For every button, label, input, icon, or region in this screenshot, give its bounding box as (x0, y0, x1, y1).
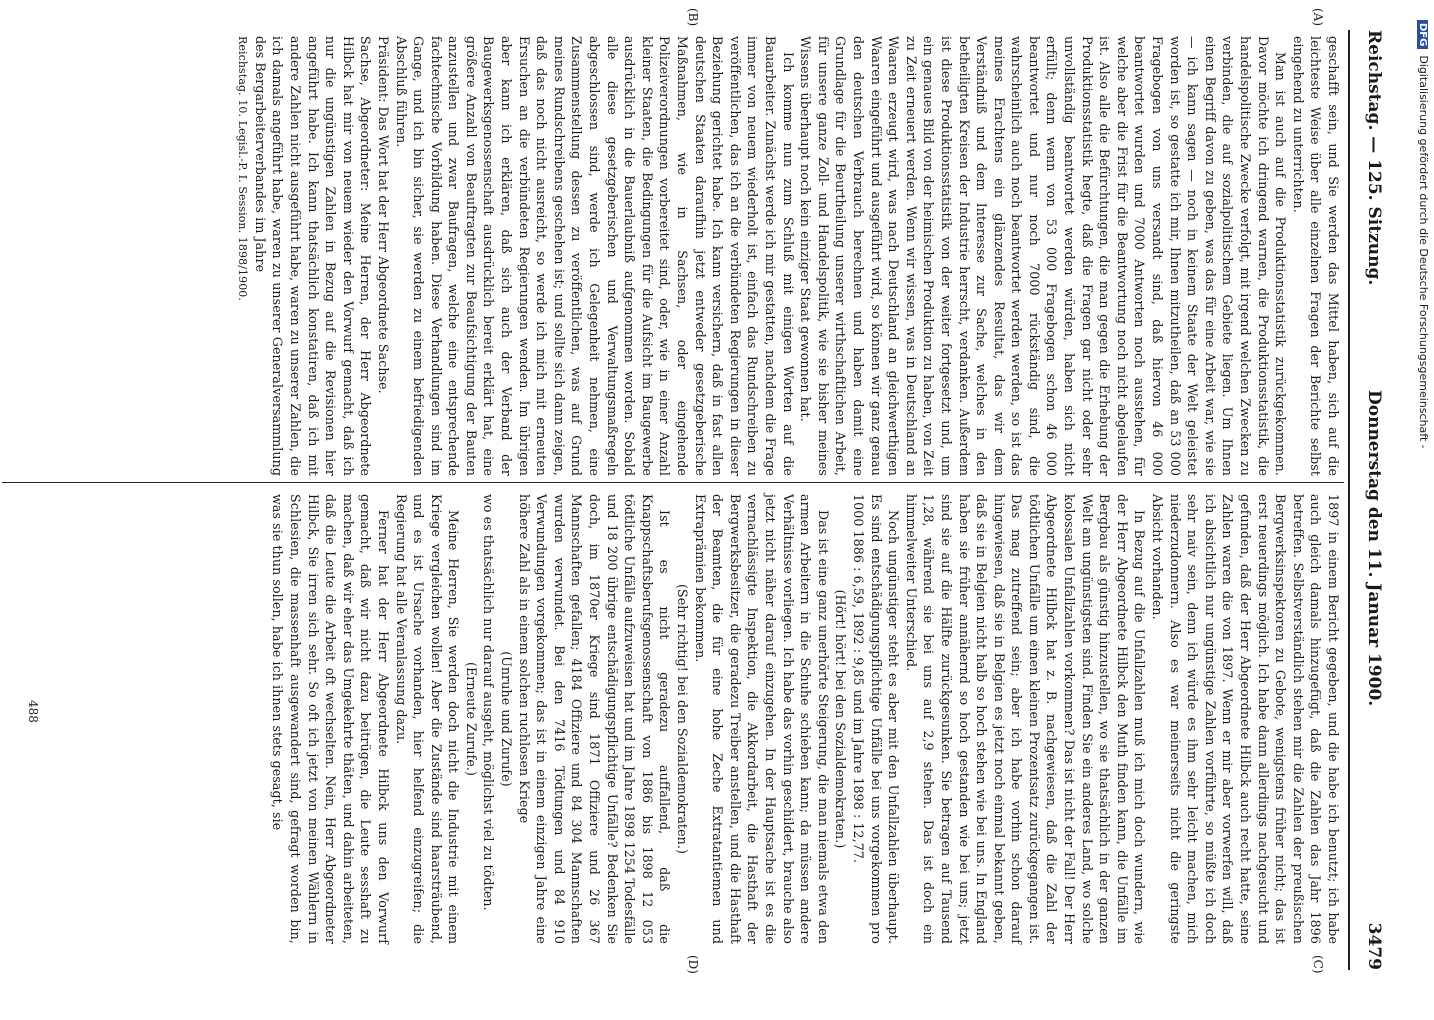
paragraph: Präsident: Das Wort hat der Herr Abgeordnete Sachse. (375, 36, 391, 394)
margin-letter-a: (A) (1311, 8, 1325, 27)
paragraph: wo es thatsächlich nur darauf ausgeht, möglichst viel zu tödten. (481, 494, 497, 911)
header-left: Reichstag. — 125. Sitzung. (1364, 30, 1384, 286)
paragraph: (Erneute Zurufe.) (463, 661, 479, 777)
margin-letter-d: (D) (686, 955, 700, 974)
margin-letter-c: (C) (1311, 955, 1325, 974)
paragraph: Ich komme nun zum Schluß mit einigen Worten auf die Bauarbeiter. Zunächst werde ich mir gestatten, nachdem die Frage immer von neuem wiederholt ist, einfach das Rundschreiben zu veröffentlichen, das ich an die verbündeten Regierungen in dieser Beziehung gerichtet habe. Ich kann versichern, daß in fast allen deutschen Staaten daraufhin jetzt entweder gesetzgeberische Maßnahmen, wie in Sachsen, oder eingehende Polizeiverordnungen vorbereitet sind, oder, wie in einer Anzahl kleiner Staaten, die Bedingungen für die Aufsicht im Baugewerbe ausdrücklich in die Bauerlaubniß aufgenommen worden. Sobald alle diese gesetzgeberischen und Verwaltungsmaßregeln abgeschlossen sind, werde ich Gelegenheit nehmen, eine Zusammenstellung dessen zu veröffentlichen, was auf Grund meines Rundschreibens geschehen ist; und sollte sich dann zeigen, daß das noch nicht ausreicht, so werde ich mich mit erneuten Ersuchen an die verbündeten Regierungen wenden. Im übrigen aber kann ich erklären, daß sich auch der Verband der Baugewerksgenossenschaft ausdrücklich bereit erklärt hat, eine größere Anzahl von Beauftragten zur Beaufsichtigung der Bauten anzustellen und zwar Baufragen, welche eine entsprechende fachtechnische Vorbildung haben. Diese Verhandlungen sind im Gange, und ich bin sicher, sie werden zu einem befriedigenden Abschluß führen. (393, 36, 796, 476)
paragraph: Sachse, Abgeordneter: Meine Herren, der Herr Abgeordnete Hilbck hat mir von neuem wieder den Vorwurf gemacht, daß ich nur die ungünstigen Zahlen in Bezug auf die Revisionen hier angeführt habe. Ich kann thatsächlich konstatiren, daß ich mit andere Zahlen nicht ausgeführt habe, waren zu unserer Zahlen, die ich damals angeführt habe, waren zu unserer Generalversammlung des Bergarbeiterverbandes im Jahre (252, 36, 374, 476)
paragraph: Ferner hat der Herr Abgeordnete Hilbck uns den Vorwurf gemacht, daß wir nicht dazu beitrügen, die Leute sesshaft zu machen, daß wir eher das Umgekehrte thäten, und dahin arbeiteten, daß die Leute die Arbeit oft wechselten. Nein, Herr Abgeordneter Hilbck, Sie irren sich sehr. So oft ich jetzt von meinen Wählern in Schlesien, die massenhaft ausgewandert sind, gefragt worden bin, was sie thun sollen, habe ich ihnen stets gesagt, sie (270, 494, 391, 944)
dfg-text: Digitalisierung gefördert durch die Deutsche Forschungsgemeinschaft - (1417, 55, 1430, 449)
paragraph: In Bezug auf die Unfallzahlen muß ich mich doch wundern, wie der Herr Abgeordnete Hilbck den Muth finden kann, die Unfälle im Bergbau als günstig hinzustellen, wo sie thatsächlich in der ganzen Welt am ungünstigsten sind. Finden Sie ein anderes Land, wo solche kolossalen Unfallzahlen vorkommen? Das ist nicht der Fall! Der Herr Abgeordnete Hilbck hat z. B. nachgewiesen, daß die Zahl der tödtlichen Unfälle um einen kleinen Prozentsatz zurückgegangen ist. Das mag zutreffend sein; aber ich habe vorhin schon darauf hingewiesen, daß sie in Belgien es jetzt noch einmal bekannt geben, daß sie in Belgien nicht halb so hoch stehen wie bei uns. In England haben sie früher annähernd so hoch gestanden wie bei uns; jetzt sind sie auf die Hälfte zurückgesunken. Sie betragen auf Tausend 1,28, während sie bei uns auf 2,9 stehen. Das ist doch ein himmelweiter Unterschied. (903, 494, 1148, 944)
paragraph: Man ist auch auf die Produktionsstatistik zurückgekommen. Davor möchte ich dringend warnen, die Produktionsstatistik, die handelspolitische Zwecke verfolgt, mit irgend welchen Zwecken zu verbinden, die auf sozialpolitischem Gebiete liegen. Um Ihnen einen Begriff davon zu geben, was das für eine Arbeit war, wie sie — ich kann sagen — noch in keinem Staate der Welt geleistet worden ist, so gestatte ich mir, Ihnen mitzutheilen, daß an 53 000 Fragebogen von uns versandt sind, daß hiervon 46 000 beantwortet wurden und 7000 Antworten noch ausstehen, für welche aber die Frist für die Beantwortung noch nicht abgelaufen ist. Also alle die Befürchtungen, die man gegen die Erhebung der Produktionsstatistik hegte, daß die Fragen gar nicht oder sehr unvollständig beantwortet werden würden, haben sich nicht erfüllt; denn wenn von 53 000 Fragebogen schon 46 000 beantwortet und nur noch 7000 rückständig sind, die wahrscheinlich auch noch beantwortet werden werden, so ist das meines Erachtens ein glänzendes Resultat, das wir dem Verständniß und dem Interesse zur Sache, welches in den betheiligten Kreisen der Industrie herrscht, verdanken. Außerdem ist diese Produktionsstatistik von der weiter fortgesetzt und, um ein genaues Bild von der heimischen Produktion zu haben, von Zeit zu Zeit erneuert werden. Wenn wir wissen, was in Deutschland an Waaren erzeugt wird, was nach Deutschland an gleichwerthigen Waaren eingeführt und ausgeführt wird, so können wir ganz genau den deutschen Verbrauch berechnen und haben damit eine Grundlage für die Beurtheilung unserer wirthschaftlichen Arbeit, für unsere ganze Zoll- und Handelspolitik, wie sie bisher meines Wissens überhaupt noch kein einziger Staat gewonnen hat. (798, 36, 1289, 476)
paragraph: Meine Herren, Sie werden doch nicht die Industrie mit einem Kriege vergleichen wollen! Aber die Zustände sind haarsträubend, und es ist Ursache vorhanden, hier helfend einzugreifen; die Regierung hat alle Veranlassung dazu. (393, 494, 462, 944)
page-header (1350, 30, 1392, 970)
paragraph: (Unruhe und Zurufe) (499, 651, 515, 787)
column-divider (2, 482, 1344, 483)
right-column (269, 494, 1342, 944)
header-rule (1348, 30, 1350, 970)
paragraph: (Hört! hört! bei den Sozialdemokraten.) (833, 589, 849, 849)
signature-mark: 488 (26, 700, 40, 723)
paragraph: 1897 in einem Bericht gegeben, und die habe ich benutzt; ich habe auch gleich damals hinzugefügt, daß die Zahlen das Jahr 1896 betreffen. Selbstverständlich stehen mir die Zahlen der preußischen Bergwerksinspektoren zu Gebote, wenigstens früher nicht; das ist erst neuerdings möglich. Ich habe dann allerdings nachgesucht und gefunden, daß der Herr Abgeordnete Hilbck auch recht hatte, seine Zahlen waren die von 1897. Wenn er mir aber vorwerfen will, daß ich absichtlich nur ungünstige Zahlen vorführte, so müßte ich doch sehr naiv sein, denn ich würde es ihm sehr leicht machen, mich niederzudonnern. Also es war meinerseits nicht die geringste Absicht vorhanden. (1150, 494, 1341, 944)
left-column (234, 36, 1342, 476)
paragraph: Das ist eine ganz unerhörte Steigerung, die man niemals etwa den armen Arbeitern in die Schuhe schieben kann; da müssen andere Verhältnisse vorliegen. Ich habe das vorhin geschildert, brauche also jetzt nicht näher darauf einzugehen. In der Hauptsache ist es die vernachlässigte Inspektion, die Akkordarbeit, die Hasthaft der Bergwerksbesitzer, die geradezu Treiber anstellen, und die Hasthaft der Beamten, die für eine hohe Zeche Extratantiemen und Extraprämien bekommen. (692, 494, 831, 944)
header-date: Donnerstag den 11. Januar 1900. (1364, 390, 1384, 707)
digitization-stamp (1414, 0, 1432, 1000)
paragraph: Noch ungünstiger steht es aber mit den Unfallzahlen überhaupt. Es sind entschädigungspflichtige Unfälle bei uns vorgekommen pro 1000 1886 : 6,59, 1892 : 9,85 und im Jahre 1898 : 12,77. (850, 494, 902, 944)
dfg-logo: DFG (1417, 20, 1428, 49)
paragraph: (Sehr richtig! bei den Sozialdemokraten.) (675, 584, 691, 854)
page-number: 3479 (1364, 922, 1384, 970)
paragraph: Ist es nicht geradezu auffallend, daß die Knappschaftsberufsgenossenschaft von 1886 bis 1898 12 053 tödtliche Unfälle aufzuweisen hat und im Jahre 1898 1254 Todesfälle und 18 200 übrige entschädigungspflichtige Unfälle? Bedenken Sie doch, im 1870er Kriege sind 1871 Offiziere und 26 367 Mannschaften gefallen; 4184 Offiziere und 84 304 Mannschaften wurden verwundet. Bei den 7416 Tödtungen und 84 910 Verwundungen vorgekommen; das ist in einem einzigen Jahre eine höhere Zahl als in einem solchen ruchlosen Kriege (516, 494, 673, 944)
footer-citation: Reichstag. 10. Legisl.-P. I. Session. 1898/1900. (236, 36, 250, 302)
paragraph: geschafft sein, und Sie werden das Mittel haben, sich auf die leichteste Weise über alle einzelnen Fragen der Berichte selbst eingehend zu unterrichten. (1290, 36, 1341, 476)
margin-letter-b: (B) (686, 8, 700, 27)
